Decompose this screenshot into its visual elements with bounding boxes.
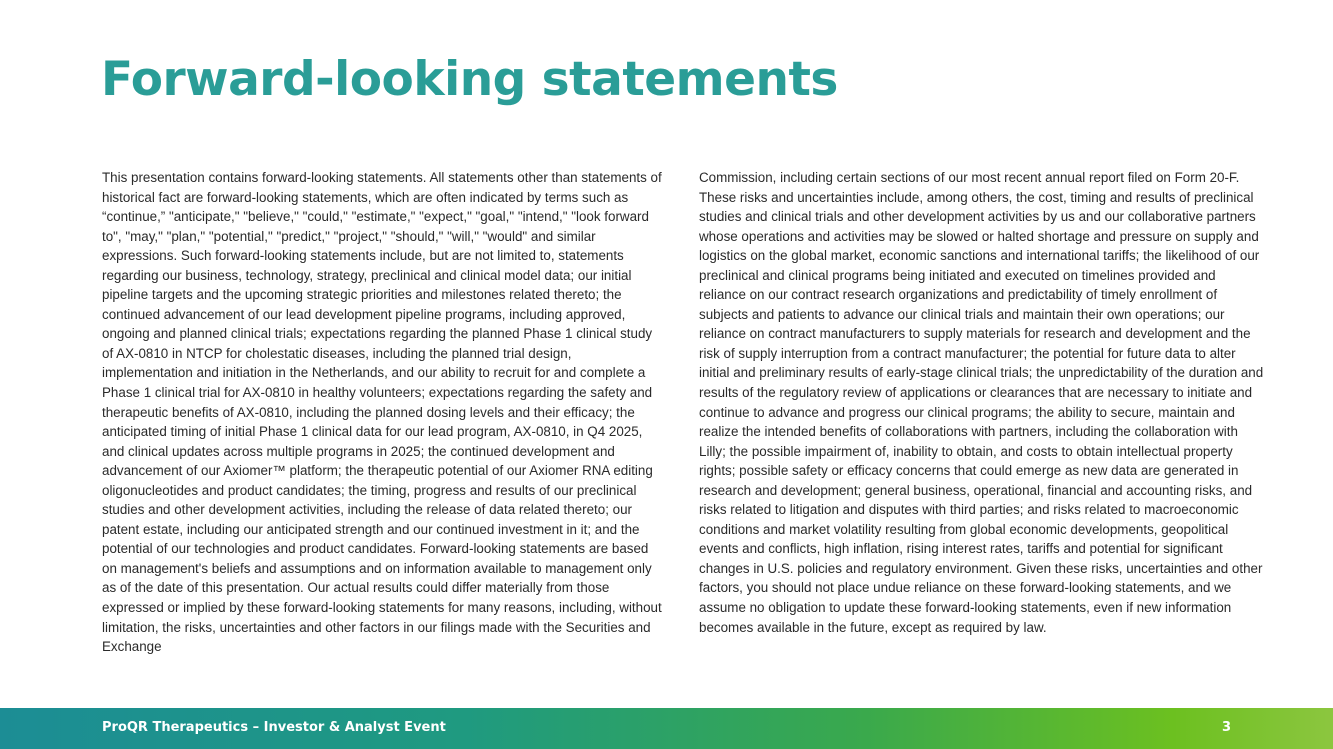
body-text-right-column: Commission, including certain sections of our most recent annual report filed on Form 20-F. These risks and uncertainties include, among others, the cost, timing and results of preclinical studies and clinical trials and other development activities by us and our collaborative partners whose operations and activities may be slowed or halted shortage and pressure on supply and logistics on the global market, economic sanctions and international tariffs; the likelihood of our preclinical and clinical programs being initiated and executed on timelines provided and reliance on our contract research organizations and predictability of timely enrollment of subjects and patients to advance our clinical trials and maintain their own operations; our reliance on contract manufacturers to supply materials for research and development and the risk of supply interruption from a contract manufacturer; the potential for future data to alter initial and preliminary results of early-stage clinical trials; the unpredictability of the duration and results of the regulatory review of applications or clearances that are necessary to initiate and continue to advance and progress our clinical programs; the ability to secure, maintain and realize the intended benefits of collaborations with partners, including the collaboration with Lilly; the possible impairment of, inability to obtain, and costs to obtain intellectual property rights; possible safety or efficacy concerns that could emerge as new data are generated in research and development; general business, operational, financial and accounting risks, and risks related to litigation and disputes with third parties; and risks related to macroeconomic conditions and market volatility resulting from global economic developments, geopolitical events and conflicts, high inflation, rising interest rates, tariffs and potential for significant changes in U.S. policies and regulatory environment. Given these risks, uncertainties and other factors, you should not place undue reliance on these forward-looking statements, and we assume no obligation to update these forward-looking statements, even if new information becomes available in the future, except as required by law. <box>699 170 1264 635</box>
page-title: Forward-looking statements <box>101 52 838 107</box>
body-text-left-column: This presentation contains forward-looking statements. All statements other than statements of historical fact are forward-looking statements, which are often indicated by terms such as “continue,” "anticipate," "believe," "could," "estimate," "expect," "goal," "intend," "look forward to", "may," "plan," "potential," "predict," "project," "should," "will," "would" and similar expressions. Such forward-looking statements include, but are not limited to, statements regarding our business, technology, strategy, preclinical and clinical model data; our initial pipeline targets and the upcoming strategic priorities and milestones related thereto; the continued advancement of our lead development pipeline programs, including approved, ongoing and planned clinical trials; expectations regarding the planned Phase 1 clinical study of AX-0810 in NTCP for cholestatic diseases, including the planned trial design, implementation and initiation in the Netherlands, and our ability to recruit for and complete a Phase 1 clinical trial for AX-0810 in healthy volunteers; expectations regarding the safety and therapeutic benefits of AX-0810, including the planned dosing levels and their efficacy; the anticipated timing of initial Phase 1 clinical data for our lead program, AX-0810, in Q4 2025, and clinical updates across multiple programs in 2025; the continued development and advancement of our Axiomer™ platform; the therapeutic potential of our Axiomer RNA editing oligonucleotides and product candidates; the timing, progress and results of our preclinical studies and other development activities, including the release of data related thereto; our patent estate, including our anticipated strength and our continued investment in it; and the potential of our technologies and product candidates. Forward-looking statements are based on management's beliefs and assumptions and on information available to management only as of the date of this presentation. Our actual results could differ materially from those expressed or implied by these forward-looking statements for many reasons, including, without limitation, the risks, uncertainties and other factors in our filings made with the Securities and Exchange <box>102 170 662 655</box>
footer-bar <box>0 708 1333 749</box>
page-number: 3 <box>1222 720 1232 735</box>
footer-event-label: ProQR Therapeutics – Investor & Analyst Event <box>102 720 446 735</box>
